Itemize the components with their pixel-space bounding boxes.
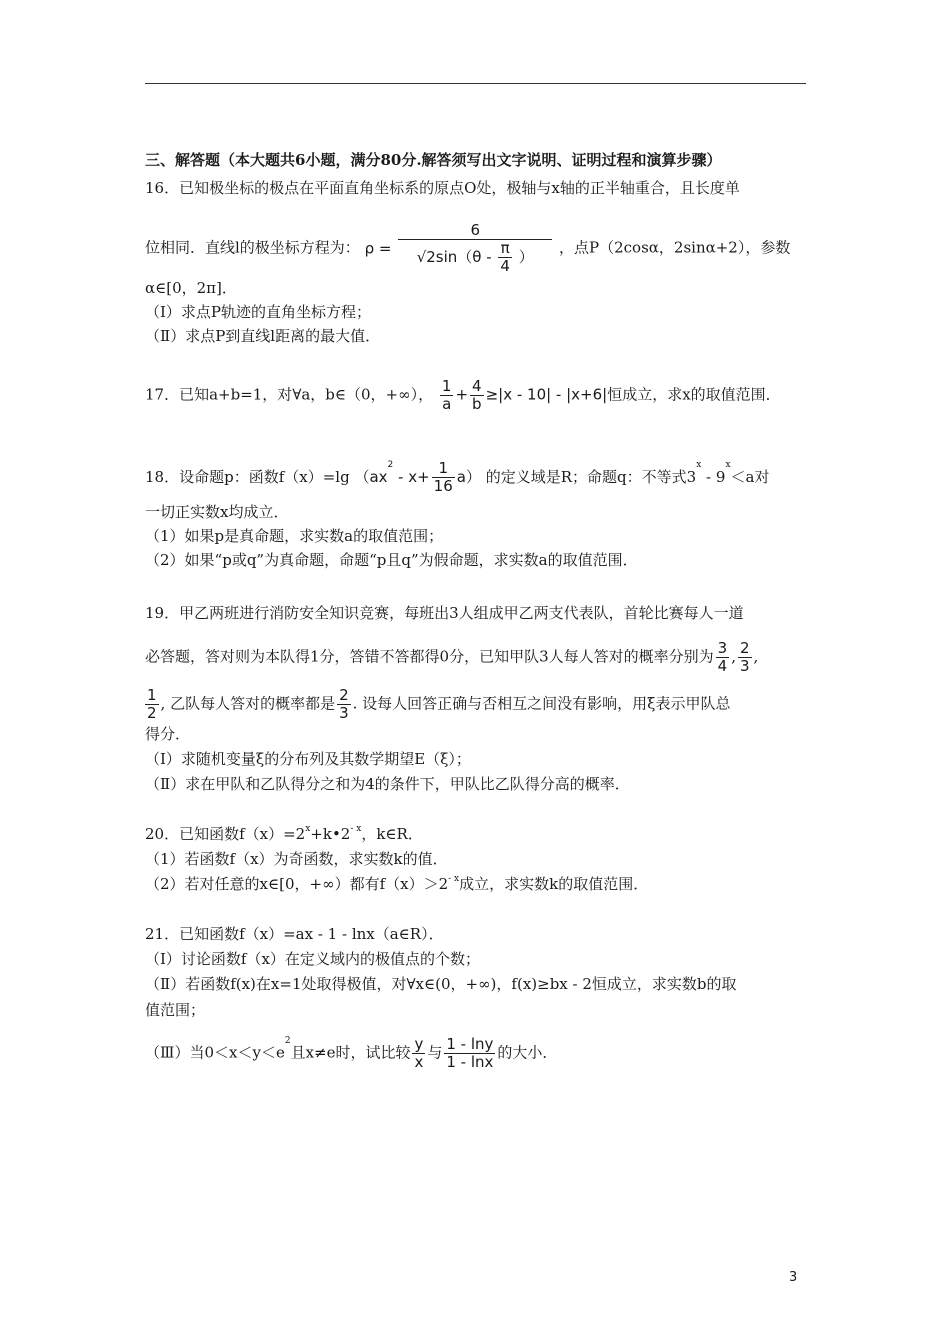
p20-pre: 20．已知函数f（x）=2 [145, 825, 306, 843]
p16-eq-four: 4 [500, 257, 510, 275]
p19-line3-b: . 设每人回答正确与否相互之间没有影响，用ξ表示甲队总 [352, 694, 731, 713]
p19-line2 [145, 640, 758, 675]
p18-line2: 一切正实数x均成立． [145, 503, 289, 521]
p18-frac [432, 460, 455, 495]
p17-f1-num: 1 [441, 377, 452, 395]
p16-q1: （Ⅰ）求点P轨迹的直角坐标方程； [145, 303, 372, 321]
p21-f1-den: x [414, 1053, 424, 1071]
p16-eq-den-post: ） [518, 248, 534, 266]
p16-eq-lhs: ρ = [364, 239, 392, 258]
p16-line2-post: ，点P（2cosα，2sinα+2），参数 [559, 238, 791, 257]
p21-q3-mid: 且x≠e时，试比较 [290, 1043, 411, 1062]
p19-f3-den: 2 [147, 704, 157, 722]
p17-f2-den: b [472, 395, 482, 413]
p16-eq-pi-frac [498, 240, 512, 275]
p21-frac2 [444, 1036, 495, 1071]
p20-sup2: - x [350, 824, 362, 834]
p19-line3-a: , 乙队每人答对的概率都是 [160, 694, 336, 713]
p21-f1-num: y [414, 1035, 424, 1053]
p16-eq-den-pre: √2sin（θ - [416, 248, 492, 266]
p19-comma: , [731, 647, 736, 666]
p19-f4-den: 3 [339, 704, 349, 722]
p18-expr [354, 459, 485, 495]
p21-f2-num: 1 - lny [446, 1035, 494, 1053]
p19-f1-num: 3 [717, 639, 728, 657]
header-rule [145, 83, 806, 84]
p20-q2 [145, 874, 648, 894]
p19-line4: 得分． [145, 725, 191, 743]
p16-equation [365, 222, 555, 275]
p17-frac1 [440, 378, 454, 413]
p17-post: 恒成立，求x的取值范围． [607, 385, 781, 404]
p19-line2-post: , [753, 647, 759, 666]
p16-eq-pi: π [498, 240, 512, 258]
p19-f4-num: 2 [339, 686, 349, 704]
p19-q2: （Ⅱ）求在甲队和乙队得分之和为4的条件下，甲队比乙队得分高的概率． [145, 775, 630, 793]
p17-frac2 [470, 378, 484, 413]
p16-line2-pre: 位相同．直线l的极坐标方程为： [145, 238, 360, 257]
p20-sup1: x [305, 824, 311, 834]
p21-q3-post: 的大小． [497, 1043, 558, 1062]
p19-f1-den: 4 [717, 657, 728, 675]
p18-f-den: 16 [433, 477, 453, 495]
p21-f2-den: 1 - lnx [446, 1053, 494, 1071]
p16-line1: 16．已知极坐标的极点在平面直角坐标系的原点O处，极轴与x轴的正半轴重合，且长度单 [145, 179, 740, 197]
p18-mid2: - 9 [701, 468, 726, 486]
p16-eq-fraction [398, 222, 552, 275]
p19-q1: （Ⅰ）求随机变量ξ的分布列及其数学期望E（ξ）； [145, 750, 471, 768]
p17-f1-den: a [442, 395, 452, 413]
p17-pre: 17．已知a+b=1，对∀a，b∈（0，+∞）， [145, 385, 434, 404]
p19-frac2 [738, 640, 752, 675]
p18-line1 [145, 460, 769, 495]
p20-post: ，k∈R． [361, 825, 423, 843]
p19-frac1 [716, 640, 730, 675]
p20-q2-sup: - x [448, 874, 460, 884]
p21-q3-pre: （Ⅲ）当0＜x＜y＜e [145, 1043, 285, 1062]
p18-q1: （1）如果p是真命题，求实数a的取值范围； [145, 527, 444, 545]
p17-plus: + [455, 385, 469, 404]
p20-q1: （1）若函数f（x）为奇函数，求实数k的值． [145, 850, 448, 868]
p18-sup1: x [696, 460, 702, 470]
p21-with: 与 [427, 1043, 443, 1062]
p21-line1: 21．已知函数f（x）=ax - 1 - lnx（a∈R）． [145, 925, 444, 943]
p21-q3 [145, 1036, 557, 1071]
p18-sup2: x [725, 460, 731, 470]
p17-rhs: ≥|x - 10| - |x+6| [485, 385, 608, 404]
p21-frac1 [412, 1036, 425, 1071]
p19-frac3 [145, 687, 159, 722]
p18-expr-c: a） [456, 468, 481, 486]
page-number: 3 [789, 1270, 798, 1285]
p21-q2-line1: （Ⅱ）若函数f(x)在x=1处取得极值，对∀x∈(0，+∞)，f(x)≥bx - 2恒成立，求实数b的取 [145, 975, 737, 993]
p16-line3: α∈[0，2π]． [145, 279, 237, 297]
p17-line [145, 378, 781, 413]
p17-f2-num: 4 [472, 377, 482, 395]
p21-q2-line2: 值范围； [145, 1001, 206, 1019]
p19-f2-num: 2 [739, 639, 750, 657]
p19-line3 [145, 687, 730, 722]
p21-q1: （Ⅰ）讨论函数f（x）在定义域内的极值点的个数； [145, 950, 480, 968]
p20-q2-pre: （2）若对任意的x∈[0，+∞）都有f（x）＞2 [145, 875, 449, 893]
p18-expr-a: （ax [354, 468, 388, 486]
p16-eq-den [398, 240, 552, 275]
p19-f3-num: 1 [147, 686, 157, 704]
p20-q2-post: 成立，求实数k的取值范围． [459, 875, 649, 893]
p19-line1: 19．甲乙两班进行消防安全知识竞赛，每班出3人组成甲乙两支代表队，首轮比赛每人一道 [145, 604, 744, 622]
p18-q2: （2）如果“p或q”为真命题，命题“p且q”为假命题，求实数a的取值范围． [145, 551, 638, 569]
p20-line1 [145, 824, 423, 844]
p18-pre: 18．设命题p：函数f（x）=lg [145, 468, 350, 486]
p18-f-num: 1 [432, 460, 455, 478]
p19-line2-pre: 必答题，答对则为本队得1分，答错不答都得0分，已知甲队3人每人答对的概率分别为 [145, 647, 714, 666]
section-title: 三、解答题（本大题共6小题，满分80分.解答须写出文字说明、证明过程和演算步骤） [145, 151, 722, 169]
p18-expr-b: - x+ [393, 468, 430, 486]
p19-f2-den: 3 [739, 657, 750, 675]
p16-line2 [145, 222, 790, 275]
p21-q3-sup: 2 [284, 1036, 291, 1046]
p16-eq-num: 6 [398, 222, 552, 240]
p18-post: ＜a对 [730, 468, 770, 486]
p18-expr-sup: 2 [387, 460, 394, 470]
p19-frac4 [337, 687, 351, 722]
p20-mid: +k•2 [310, 825, 351, 843]
p18-mid: 的定义域是R；命题q：不等式3 [485, 468, 697, 486]
p16-q2: （Ⅱ）求点P到直线l距离的最大值． [145, 327, 381, 345]
